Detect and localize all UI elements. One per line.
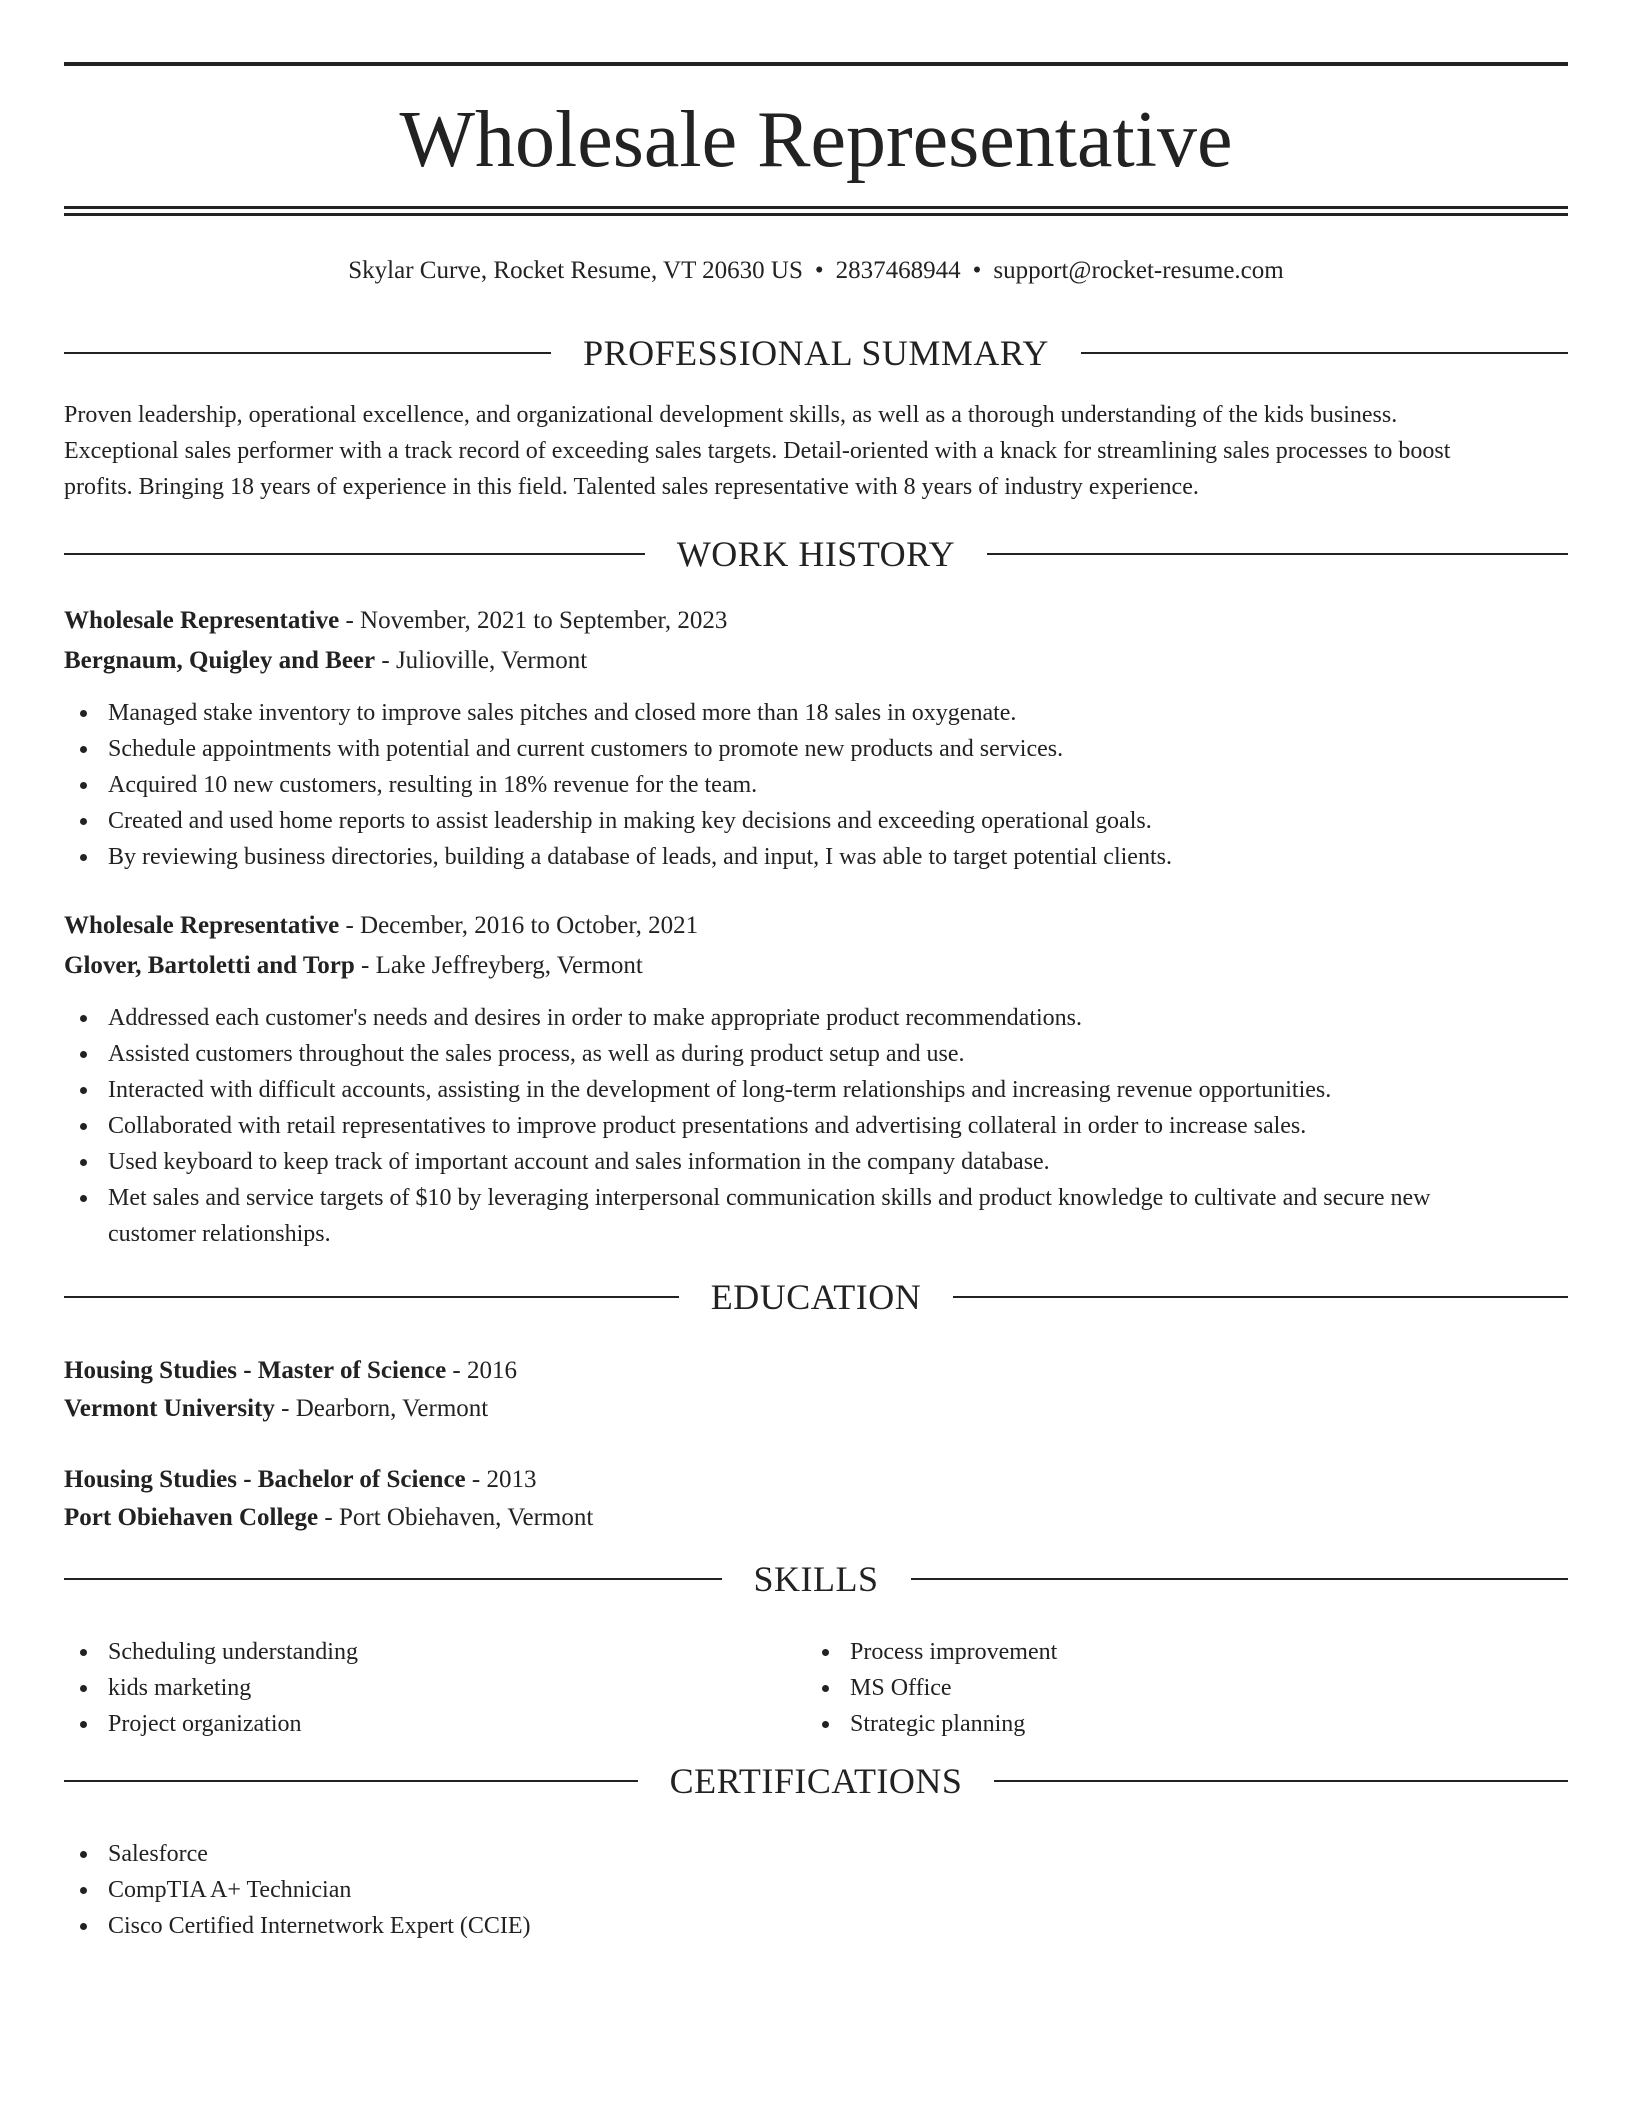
education-school: Vermont University bbox=[64, 1395, 275, 1422]
divider bbox=[64, 1578, 722, 1580]
education-school: Port Obiehaven College bbox=[64, 1504, 319, 1531]
education-location: Port Obiehaven, Vermont bbox=[338, 1504, 594, 1531]
list-item: Used keyboard to keep track of important account and sales information in the company database. bbox=[64, 1144, 1568, 1180]
list-item: Strategic planning bbox=[806, 1706, 1632, 1742]
certifications-list bbox=[64, 1836, 1568, 1944]
job-title: Wholesale Representative bbox=[64, 912, 340, 939]
education-location: Dearborn, Vermont bbox=[295, 1395, 489, 1422]
section-heading-education bbox=[64, 1275, 1568, 1319]
job-bullets bbox=[64, 695, 1568, 875]
list-item: Scheduling understanding bbox=[64, 1634, 1568, 1670]
education-degree-line bbox=[64, 1461, 1568, 1499]
summary-line: Proven leadership, operational excellence, and organizational development skills, as well as a thorough understanding of the kids business. bbox=[64, 402, 1398, 428]
summary-line: Exceptional sales performer with a track record of exceeding sales targets. Detail-oriented with a knack for streamlining sales processes to boost bbox=[64, 438, 1451, 464]
dash: - bbox=[274, 1395, 296, 1422]
job-bullets bbox=[64, 1000, 1568, 1252]
job-location: Julioville, Vermont bbox=[395, 647, 588, 674]
divider bbox=[64, 553, 645, 555]
dash: - bbox=[339, 912, 361, 939]
education-year: 2013 bbox=[486, 1466, 537, 1493]
job-title-line bbox=[64, 602, 1568, 640]
summary-line: profits. Bringing 18 years of experience in this field. Talented sales representative with 8 years of industry experience. bbox=[64, 474, 1199, 500]
job-company-line bbox=[64, 642, 1568, 680]
job-location: Lake Jeffreyberg, Vermont bbox=[375, 952, 643, 979]
section-title: SKILLS bbox=[753, 1559, 879, 1599]
header-rule-lower bbox=[64, 213, 1568, 216]
list-item: Salesforce bbox=[64, 1836, 1568, 1872]
list-item: Addressed each customer's needs and desires in order to make appropriate product recommendations. bbox=[64, 1000, 1568, 1036]
divider bbox=[994, 1780, 1568, 1782]
skills-list-right bbox=[806, 1634, 1632, 1742]
list-item: Project organization bbox=[64, 1706, 1568, 1742]
job-company: Glover, Bartoletti and Torp bbox=[64, 952, 355, 979]
section-heading-summary bbox=[64, 331, 1568, 375]
divider bbox=[987, 553, 1568, 555]
header-rule-upper bbox=[64, 206, 1568, 209]
list-item: Acquired 10 new customers, resulting in 18% revenue for the team. bbox=[64, 767, 1568, 803]
section-title: EDUCATION bbox=[710, 1277, 922, 1317]
list-item: CompTIA A+ Technician bbox=[64, 1872, 1568, 1908]
list-item: By reviewing business directories, building a database of leads, and input, I was able to target potential clients. bbox=[64, 839, 1568, 875]
job-company: Bergnaum, Quigley and Beer bbox=[64, 647, 376, 674]
divider bbox=[64, 352, 551, 354]
divider bbox=[1081, 352, 1568, 354]
list-item-line: customer relationships. bbox=[108, 1221, 331, 1247]
divider bbox=[64, 1296, 679, 1298]
education-school-line bbox=[64, 1499, 1568, 1537]
dash: - bbox=[339, 607, 361, 634]
list-item: Managed stake inventory to improve sales pitches and closed more than 18 sales in oxygenate. bbox=[64, 695, 1568, 731]
contact-separator: • bbox=[972, 257, 982, 284]
contact-separator: • bbox=[814, 257, 824, 284]
section-heading-certifications bbox=[64, 1759, 1568, 1803]
section-title: PROFESSIONAL SUMMARY bbox=[583, 333, 1049, 373]
job-dates: December, 2016 to October, 2021 bbox=[360, 912, 699, 939]
divider bbox=[64, 1780, 638, 1782]
section-heading-skills bbox=[64, 1557, 1568, 1601]
job-title-line bbox=[64, 907, 1568, 945]
dash: - bbox=[354, 952, 376, 979]
list-item bbox=[64, 1180, 1568, 1252]
job-title: Wholesale Representative bbox=[64, 607, 340, 634]
header-top-rule bbox=[64, 62, 1568, 66]
education-degree: Housing Studies - Bachelor of Science bbox=[64, 1466, 466, 1493]
list-item: Cisco Certified Internetwork Expert (CCIE) bbox=[64, 1908, 1568, 1944]
education-year: 2016 bbox=[467, 1357, 517, 1384]
page-title: Wholesale Representative bbox=[399, 96, 1233, 184]
list-item: Process improvement bbox=[806, 1634, 1632, 1670]
list-item: Interacted with difficult accounts, assisting in the development of long-term relationships and increasing revenue opportunities. bbox=[64, 1072, 1568, 1108]
contact-email: support@rocket-resume.com bbox=[993, 257, 1284, 284]
summary-text bbox=[64, 397, 1568, 505]
section-title: WORK HISTORY bbox=[676, 534, 956, 574]
list-item: Schedule appointments with potential and current customers to promote new products and services. bbox=[64, 731, 1568, 767]
dash: - bbox=[318, 1504, 339, 1531]
list-item: MS Office bbox=[806, 1670, 1632, 1706]
job-dates: November, 2021 to September, 2023 bbox=[360, 607, 728, 634]
education-degree: Housing Studies - Master of Science bbox=[64, 1357, 447, 1384]
contact-phone: 2837468944 bbox=[835, 257, 961, 284]
dash: - bbox=[465, 1466, 487, 1493]
list-item: Collaborated with retail representatives to improve product presentations and advertising collateral in order to increase sales. bbox=[64, 1108, 1568, 1144]
divider bbox=[911, 1578, 1569, 1580]
education-degree-line bbox=[64, 1352, 1568, 1390]
section-heading-work-history bbox=[64, 532, 1568, 576]
section-title: CERTIFICATIONS bbox=[669, 1761, 963, 1801]
job-company-line bbox=[64, 947, 1568, 985]
list-item: Assisted customers throughout the sales process, as well as during product setup and use. bbox=[64, 1036, 1568, 1072]
list-item: Created and used home reports to assist leadership in making key decisions and exceeding operational goals. bbox=[64, 803, 1568, 839]
list-item-line: Met sales and service targets of $10 by leveraging interpersonal communication skills and product knowledge to cultivate and secure new bbox=[108, 1185, 1431, 1211]
dash: - bbox=[375, 647, 396, 674]
divider bbox=[953, 1296, 1568, 1298]
contact-line bbox=[64, 253, 1568, 289]
education-school-line bbox=[64, 1390, 1568, 1428]
contact-address: Skylar Curve, Rocket Resume, VT 20630 US bbox=[348, 257, 803, 284]
dash: - bbox=[446, 1357, 467, 1384]
list-item: kids marketing bbox=[64, 1670, 1568, 1706]
